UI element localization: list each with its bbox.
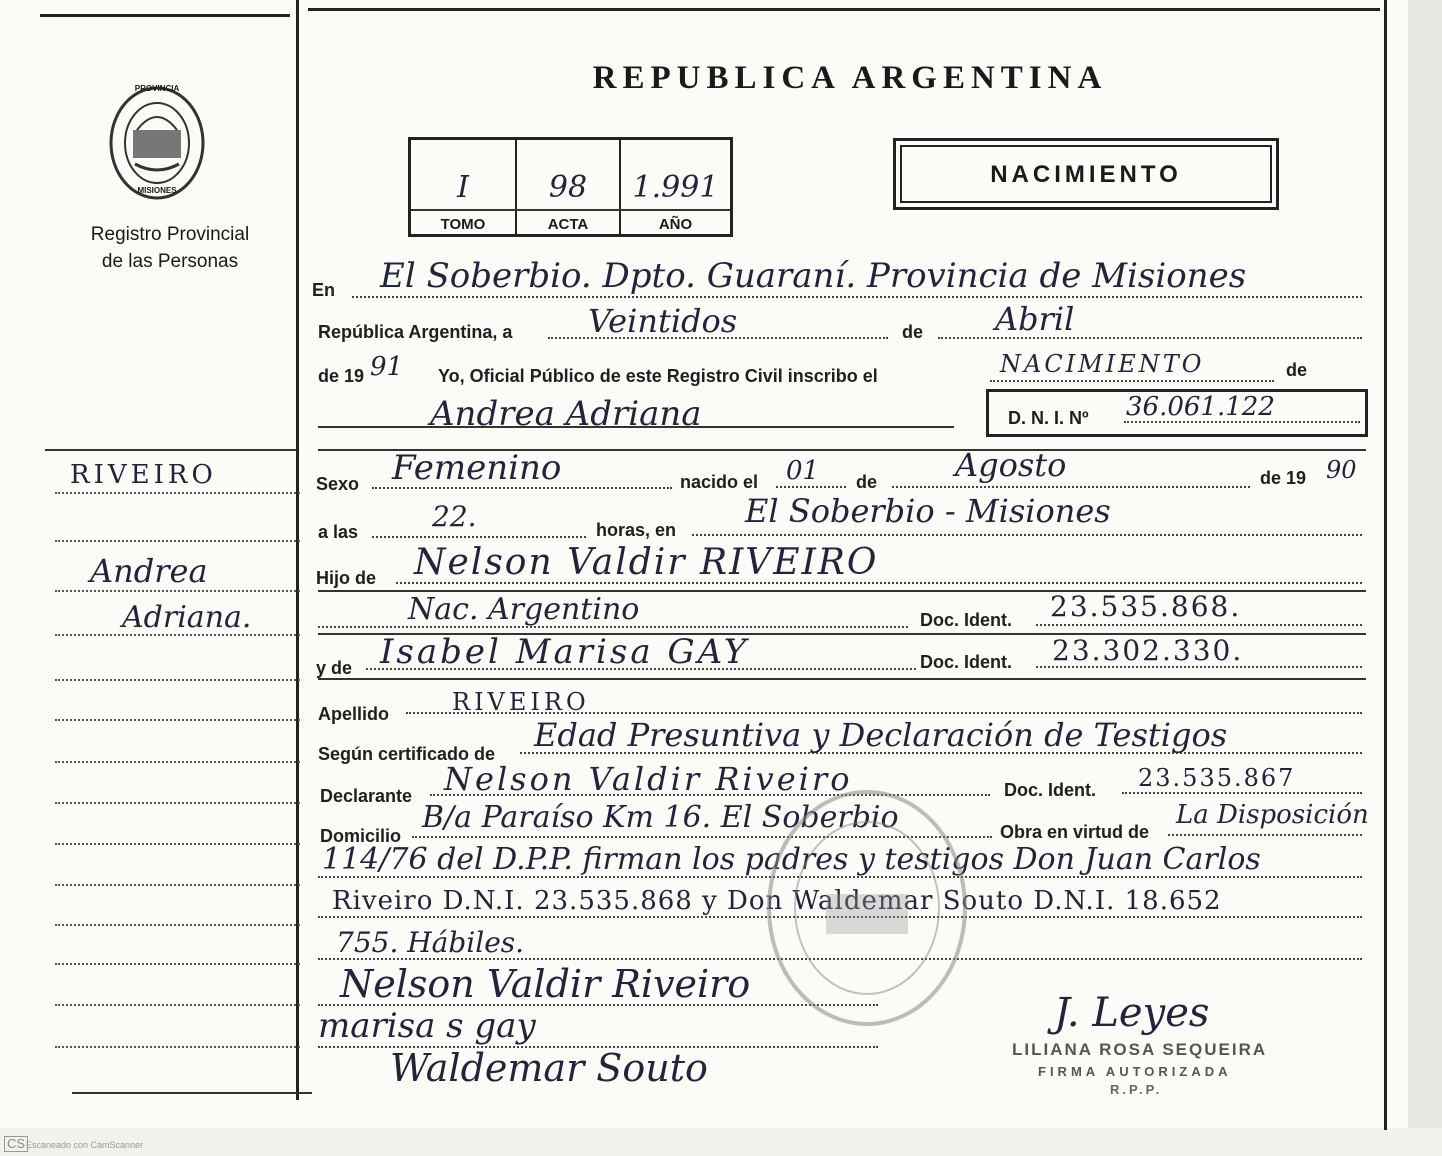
register-box [408,137,733,237]
acta-value: 98 [548,170,588,205]
official-title: FIRMA AUTORIZADA [1038,1064,1232,1079]
stub-bottom-rule [72,1092,312,1094]
child-name-value: Andrea Adriana [430,394,702,434]
apellido-label: Apellido [318,704,389,724]
de-label-3: de [856,472,878,492]
segun-label: Según certificado de [318,744,496,764]
province-seal [107,84,207,202]
signature-declarante: Nelson Valdir Riveiro [340,962,751,1006]
stub-line [55,884,300,886]
sexo-label: Sexo [316,474,360,494]
horas-label: horas, en [596,520,677,540]
hijo-label: Hijo de [316,568,377,588]
stub-surname: RIVEIRO [70,460,217,490]
page-edge-right [1408,0,1442,1156]
nacido-label: nacido el [680,472,759,492]
father-nat-value: Nac. Argentino [408,592,640,627]
republica-label: República Argentina, a [318,322,513,342]
birth-place-line [692,534,1362,536]
mother-doc-value: 23.302.330. [1052,634,1244,667]
father-doc-value: 23.535.868. [1050,590,1242,623]
section-rule-4 [318,678,1366,680]
stub-line [55,761,300,763]
de-label-2: de [1286,360,1308,380]
stub-line [55,963,300,965]
anio-value: 1.991 [632,170,719,205]
country-title: REPUBLICA ARGENTINA [592,60,1108,96]
seal-bottom-text: MISIONES [137,186,177,195]
official-org: R.P.P. [1110,1082,1163,1097]
stub-name1: Andrea [90,552,208,590]
father-doc-line [1036,624,1362,626]
place-value: El Soberbio. Dpto. Guaraní. Provincia de Misiones [380,256,1247,296]
birth-year-prefix: de 19 [1260,468,1307,488]
yo-text: Yo, Oficial Público de este Registro Civil inscribo el [438,366,878,386]
stub-divider [296,0,299,1100]
official-name: LILIANA ROSA SEQUEIRA [1012,1040,1268,1059]
declarante-doc-value: 23.535.867 [1138,764,1296,792]
register-cell-anio [621,140,730,234]
stub-line [55,590,300,592]
declarante-doc-label: Doc. Ident. [1004,780,1097,800]
apellido-value: RIVEIRO [452,688,590,716]
obra-line [1168,834,1362,836]
stub-line [55,540,300,542]
obra-value: La Disposición [1176,800,1369,830]
registry-name-line2: de las Personas [101,251,239,272]
domicilio-value: B/a Paraíso Km 16. El Soberbio [422,800,899,835]
year-prefix: de 19 [318,366,365,386]
act-type-box [893,138,1279,210]
stub-line [55,924,300,926]
de-label: de [902,322,924,342]
year-suffix-value: 91 [370,352,404,382]
signature-mother: marisa s gay [318,1006,536,1046]
stub-line [55,843,300,845]
notes-line1-value: 114/76 del D.P.P. firman los padres y testigos Don Juan Carlos [322,842,1261,877]
main-right-border [1384,0,1387,1130]
registry-name-line1: Registro Provincial [90,224,250,245]
register-cell-acta [517,140,621,234]
declarante-label: Declarante [320,786,413,806]
hour-value: 22. [432,500,477,533]
day-words-value: Veintidos [588,302,738,340]
tomo-label: TOMO [440,216,486,233]
domicilio-label: Domicilio [320,826,402,846]
birth-day-line [776,486,846,488]
notes-line3-value: 755. Hábiles. [336,926,525,959]
signature-witness: Waldemar Souto [390,1046,708,1090]
stub-line [55,1046,300,1048]
birth-place-value: El Soberbio - Misiones [745,492,1111,530]
month-value: Abril [995,300,1075,338]
birth-day-value: 01 [786,456,820,486]
a-las-label: a las [318,522,359,542]
father-doc-label: Doc. Ident. [920,610,1013,630]
act-type-label: NACIMIENTO [990,161,1182,188]
official-stamp [764,786,970,1030]
stub-line [55,492,300,494]
stub-line [55,1004,300,1006]
dni-label: D. N. I. Nº [1008,408,1089,428]
top-rule-left [40,14,290,17]
birth-month-line [892,486,1250,488]
en-label: En [312,280,336,300]
register-box-midrule [411,209,730,211]
declarante-doc-line [1122,792,1362,794]
stub-name2: Adriana. [122,600,252,635]
sexo-value: Femenino [392,448,562,488]
event-value: NACIMIENTO [1000,350,1205,378]
stub-line [55,679,300,681]
scanner-text: Escaneado con CamScanner [26,1140,144,1150]
declarante-value: Nelson Valdir Riveiro [444,760,853,798]
anio-label: AÑO [658,216,693,233]
obra-label: Obra en virtud de [1000,822,1150,842]
stub-line [55,634,300,636]
stub-section-rule [45,449,297,451]
en-line [352,296,1362,298]
page-edge-bottom [0,1128,1442,1156]
segun-value: Edad Presuntiva y Declaración de Testigos [534,716,1228,754]
hour-line [372,536,586,538]
father-name-value: Nelson Valdir RIVEIRO [414,542,879,583]
y-de-label: y de [316,658,353,678]
notes-line2-value: Riveiro D.N.I. 23.535.868 y Don Waldemar Souto D.N.I. 18.652 [332,886,1222,916]
stub-line [55,719,300,721]
seal-top-text: PROVINCIA [134,84,180,93]
signature-official: J. Leyes [1054,990,1210,1036]
stub-line [55,802,300,804]
top-rule-right [308,8,1380,11]
tomo-value: I [457,170,469,205]
register-cell-tomo [411,140,517,234]
mother-name-value: Isabel Marisa GAY [380,632,750,672]
dni-value: 36.061.122 [1126,392,1275,422]
scanner-badge: CS [4,1136,28,1152]
acta-label: ACTA [547,216,589,233]
event-line [990,380,1274,382]
mother-doc-label: Doc. Ident. [920,652,1013,672]
birth-year-suffix-value: 90 [1326,456,1357,484]
birth-month-value: Agosto [955,446,1067,484]
